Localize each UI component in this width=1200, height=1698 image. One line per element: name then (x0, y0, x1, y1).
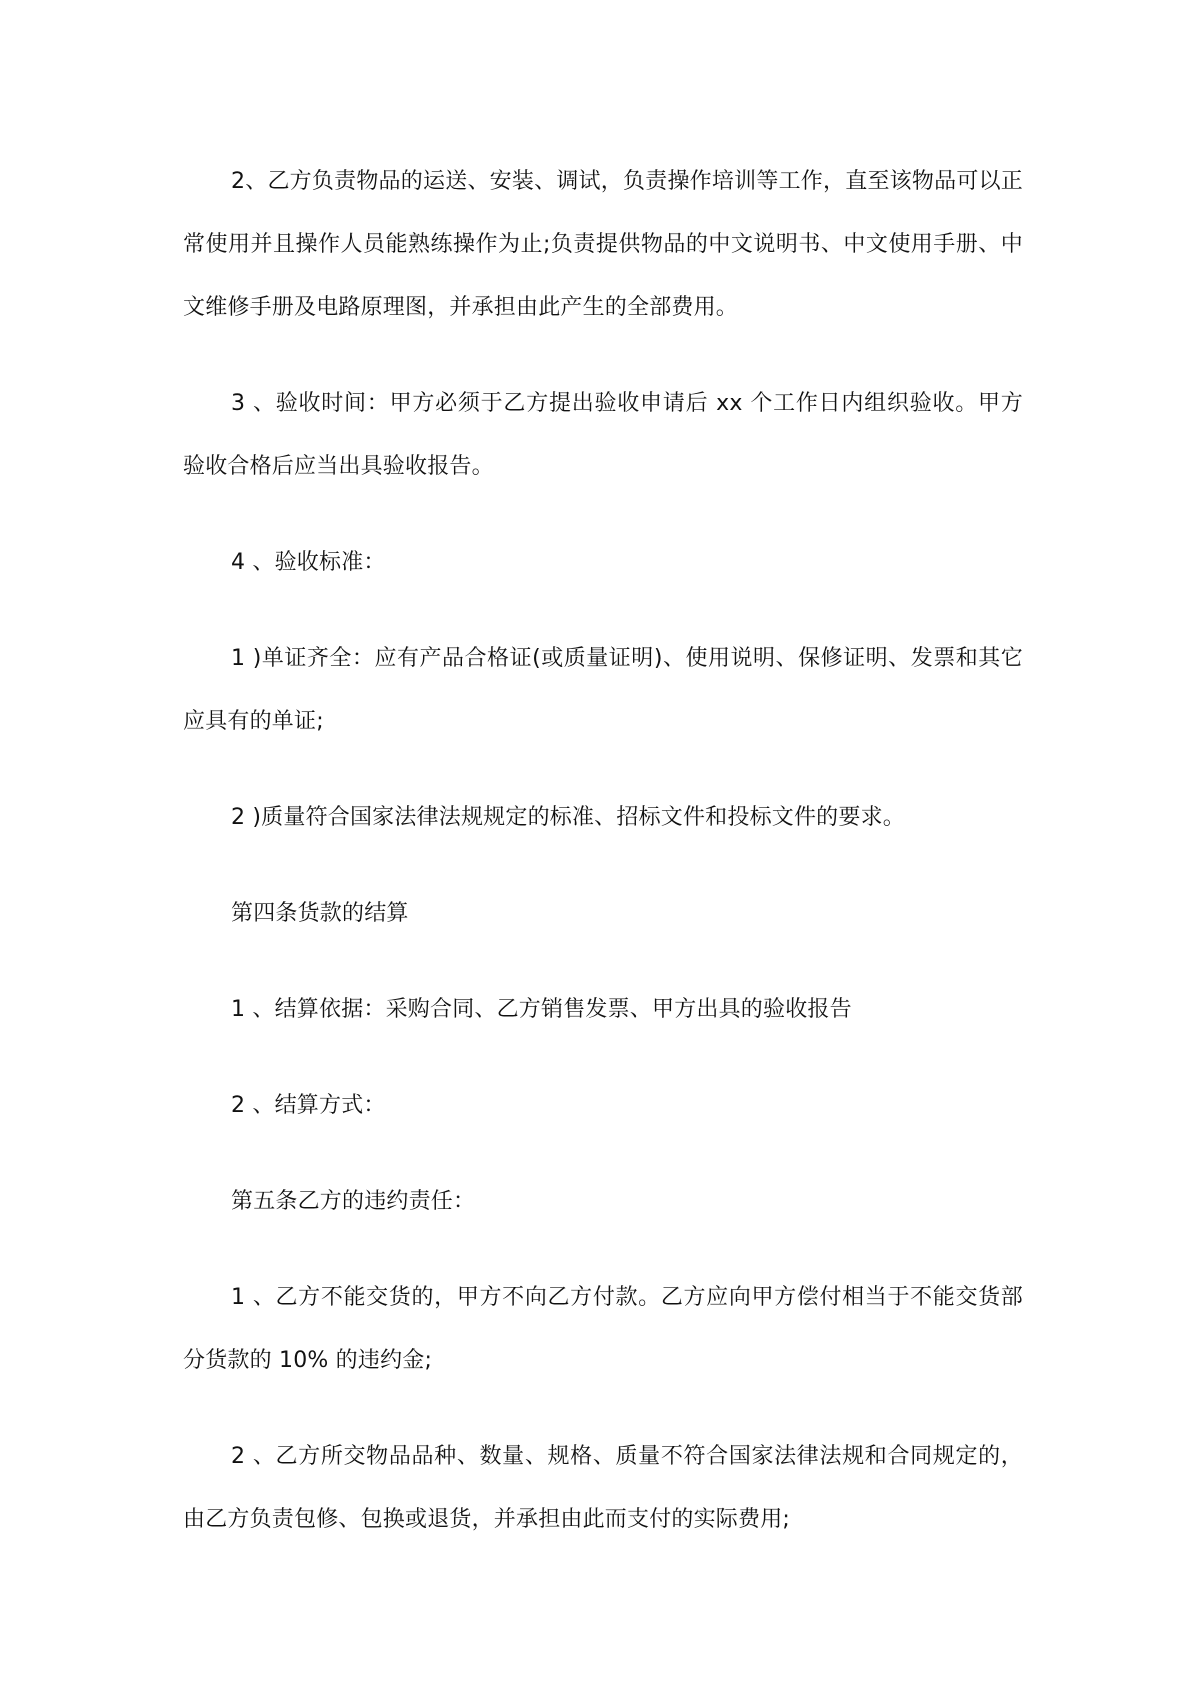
document-body (183, 150, 1023, 1551)
paragraph-delivery-installation: 2、乙方负责物品的运送、安装、调试，负责操作培训等工作，直至该物品可以正常使用并且操作人员能熟练操作为止;负责提供物品的中文说明书、中文使用手册、中文维修手册及电路原理图，并承担由此产生的全部费用。 (183, 169, 1023, 320)
paragraph-quality-requirements: 2 )质量符合国家法律法规规定的标准、招标文件和投标文件的要求。 (231, 805, 905, 830)
paragraph-non-delivery-penalty: 1 、乙方不能交货的，甲方不向乙方付款。乙方应向甲方偿付相当于不能交货部分货款的 10% 的违约金; (183, 1285, 1023, 1373)
section-heading-payment: 第四条货款的结算 (231, 901, 409, 926)
paragraph-settlement-basis: 1 、结算依据：采购合同、乙方销售发票、甲方出具的验收报告 (231, 997, 852, 1022)
paragraph-acceptance-time: 3 、验收时间：甲方必须于乙方提出验收申请后 xx 个工作日内组织验收。甲方验收合格后应当出具验收报告。 (183, 391, 1023, 479)
section-heading-breach-liability: 第五条乙方的违约责任： (231, 1189, 476, 1214)
paragraph-documents-complete: 1 )单证齐全：应有产品合格证(或质量证明)、使用说明、保修证明、发票和其它应具有的单证; (183, 646, 1023, 734)
paragraph-acceptance-standard: 4 、验收标准： (231, 550, 386, 575)
paragraph-nonconforming-goods: 2 、乙方所交物品品种、数量、规格、质量不符合国家法律法规和合同规定的，由乙方负责包修、包换或退货，并承担由此而支付的实际费用; (183, 1444, 1023, 1532)
paragraph-settlement-method: 2 、结算方式： (231, 1093, 386, 1118)
